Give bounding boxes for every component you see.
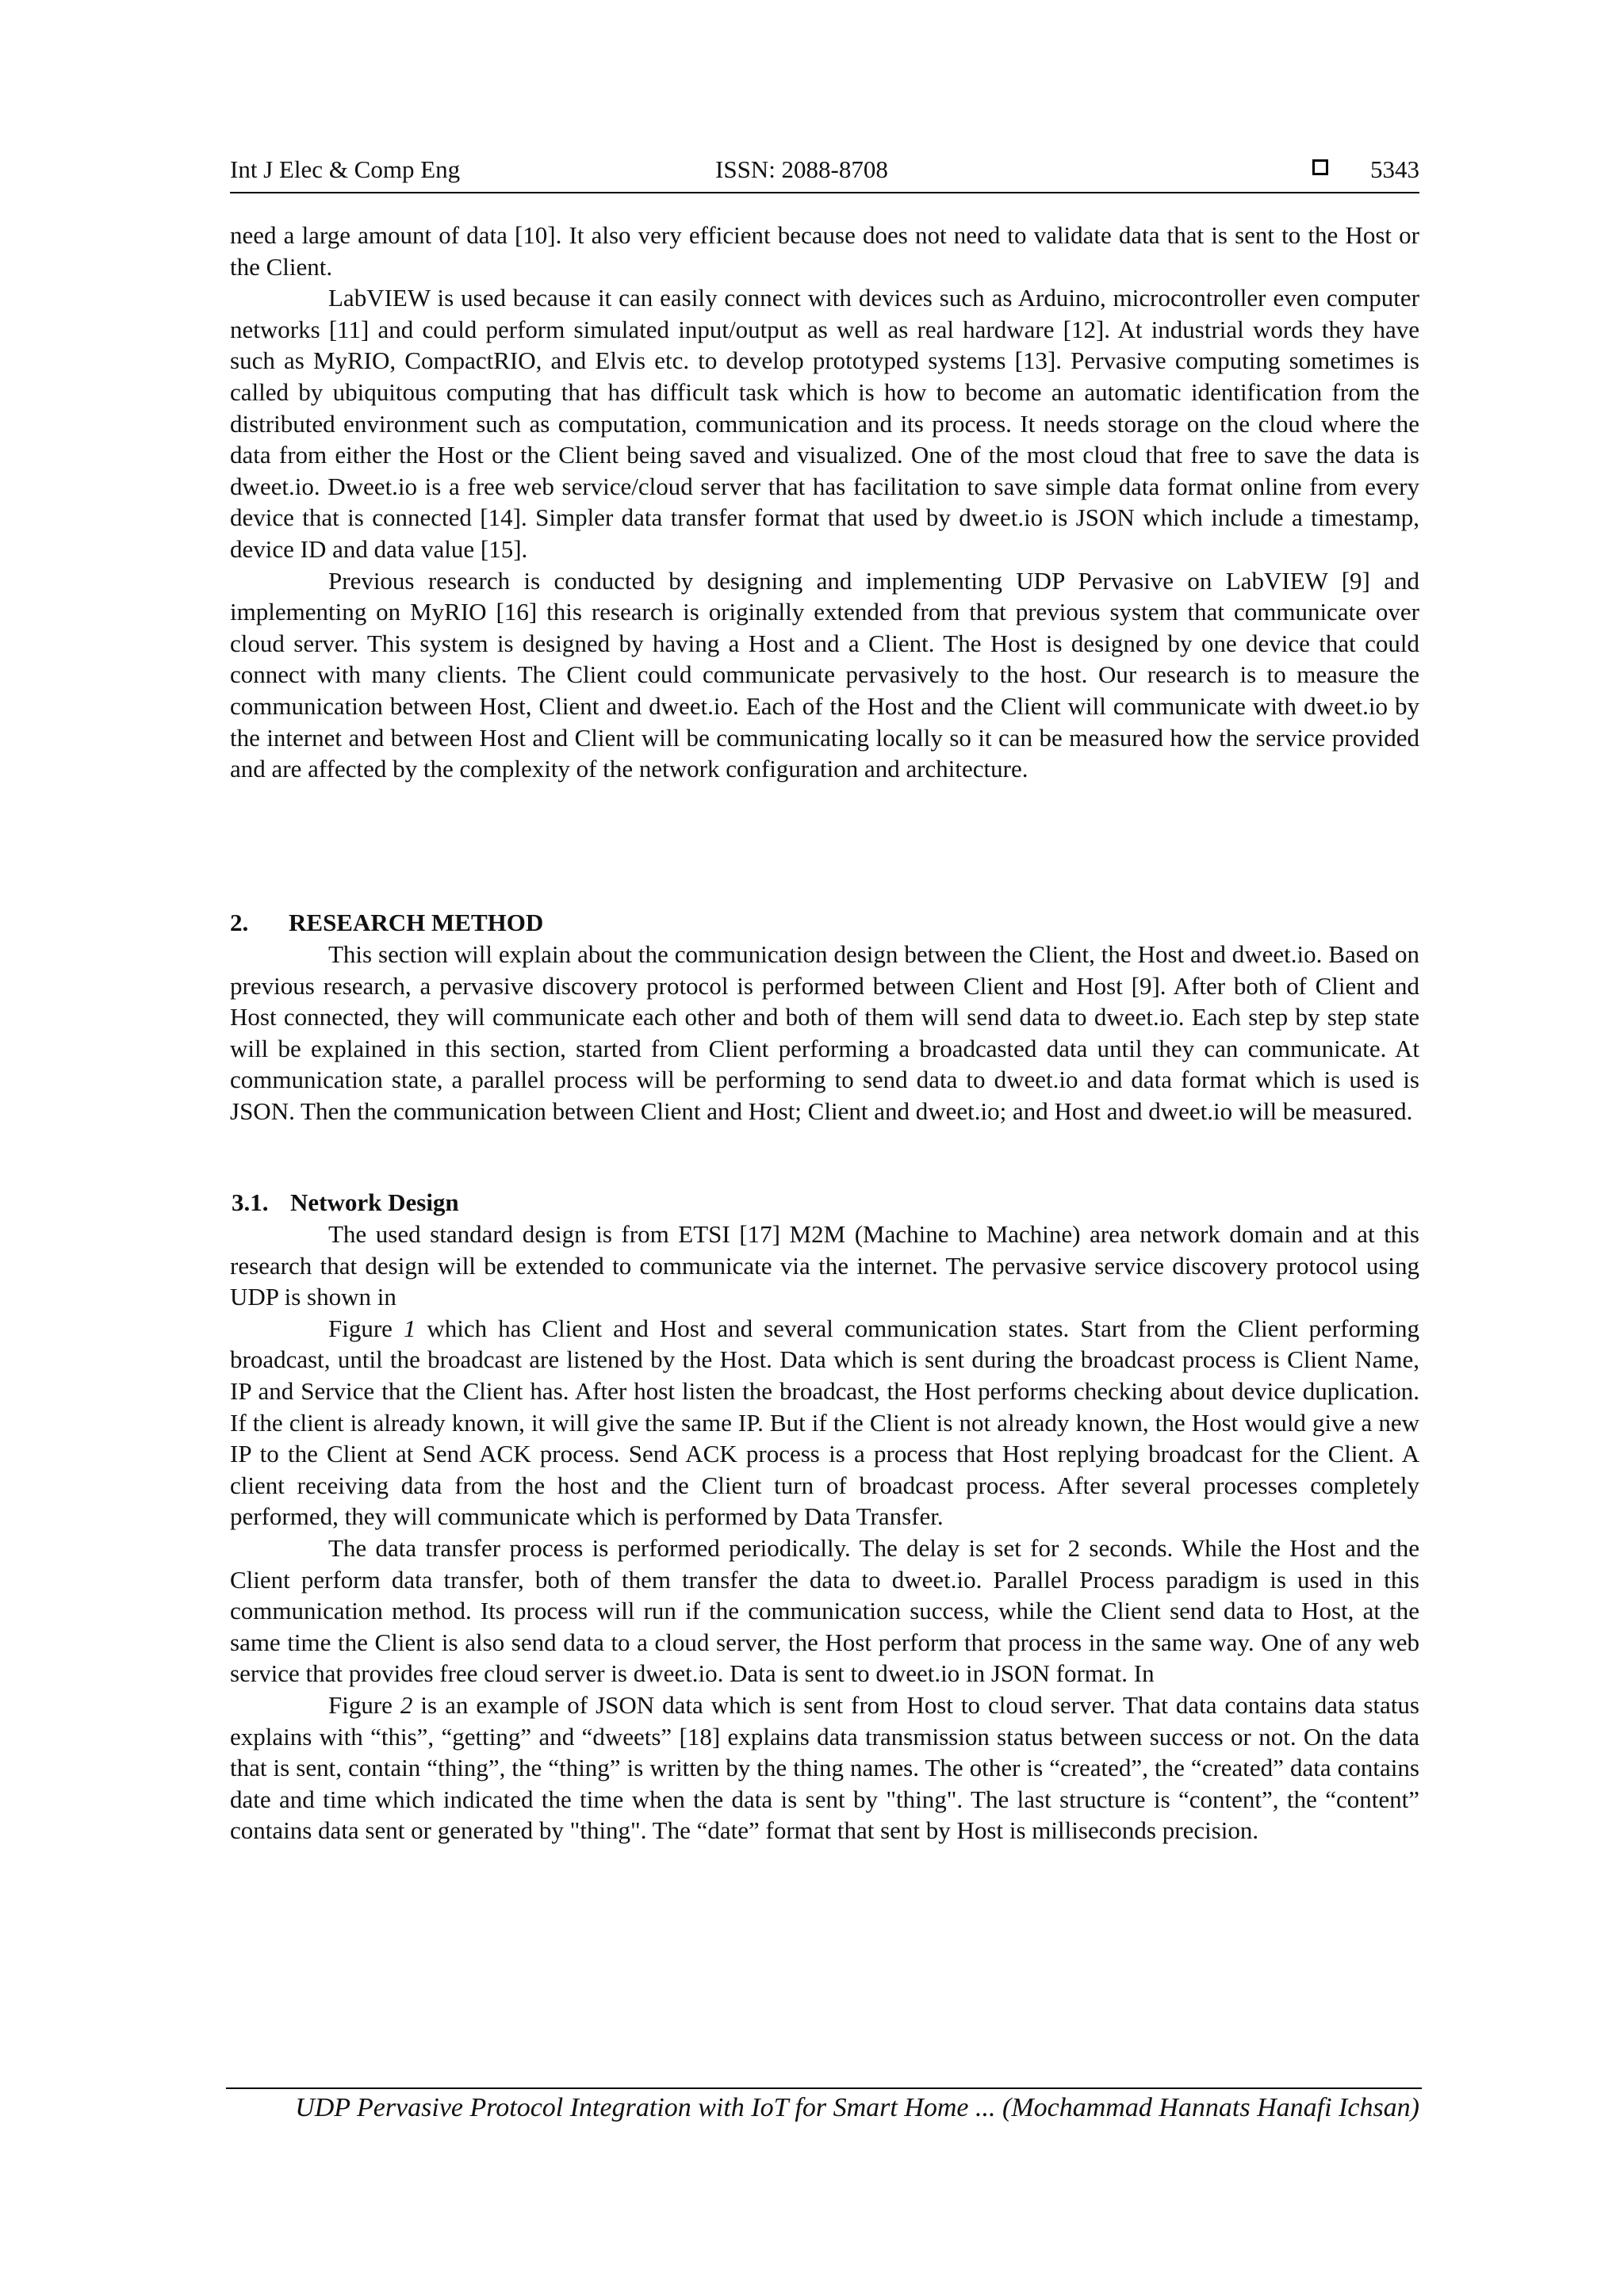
section-3-1-paragraph-4-text: is an example of JSON data which is sent from Host to cloud server. That data contains data status explains with “this”, “getting” and “dweets” [18] explains data transmission status between success or not. On the data that is sent, contain “thing”, the “thing” is written by the thing names. The other is “created”, the “created” data contains date and time which indicated the time when the data is sent by "thing". The last structure is “content”, the “content” contains data sent or generated by "thing". The “date” format that sent by Host is milliseconds precision. [230,1690,1419,1845]
page-number: 5343 [1370,155,1419,183]
running-footer: UDP Pervasive Protocol Integration with IoT for Smart Home ... (Mochammad Hannats Hanafi Ichsan) [295,2093,1419,2122]
issn: ISSN: 2088-8708 [715,155,888,183]
section-3-1-paragraph-1: The used standard design is from ETSI [17] M2M (Machine to Machine) area network domain and at this research that design will be extended to communicate via the internet. The pervasive service discovery protocol using UDP is shown in [230,1220,1419,1311]
intro-section [230,220,1419,785]
section-3-1-paragraph-3: The data transfer process is performed periodically. The delay is set for 2 seconds. While the Host and the Client perform data transfer, both of them transfer the data to dweet.io. Parallel Process paradigm is used in this communication method. Its process will run if the communication success, while the Client send data to Host, at the same time the Client is also send data to a cloud server, the Host perform that process in the same way. One of any web service that provides free cloud server is dweet.io. Data is sent to dweet.io in JSON format. In [230,1533,1419,1688]
figure-2-word: Figure [328,1690,400,1719]
section-2-number: 2. [230,909,249,936]
intro-paragraph-3: Previous research is conducted by designing and implementing UDP Pervasive on LabVIEW [9] and implementing on MyRIO [16] this research is originally extended from that previous system that communicate over cloud server. This system is designed by having a Host and a Client. The Host is designed by one device that could connect with many clients. The Client could communicate pervasively to the host. Our research is to measure the communication between Host, Client and dweet.io. Each of the Host and the Client will communicate with dweet.io by the internet and between Host and Client will be communicating locally so it can be measured how the service provided and are affected by the complexity of the network configuration and architecture. [230,566,1419,783]
section-3-1-paragraph-4 [230,1689,1419,1846]
section-3-1-paragraph-2-text: which has Client and Host and several communication states. Start from the Client performing broadcast, until the broadcast are listened by the Host. Data which is sent during the broadcast process is Client Name, IP and Service that the Client has. After host listen the broadcast, the Host performs checking about device duplication. If the client is already known, it will give the same IP. But if the Client is not already known, the Host would give a new IP to the Client at Send ACK process. Send ACK process is a process that Host replying broadcast for the Client. A client receiving data from the host and the Client turn of broadcast process. After several processes completely performed, they will communicate which is performed by Data Transfer. [230,1314,1420,1531]
square-bullet-icon [1312,159,1328,175]
section-3-1-title: Network Design [290,1188,459,1216]
section-3-1-paragraph-2 [230,1313,1419,1533]
section-3-1-heading [230,1187,1419,1219]
section-3-1-number: 3.1. [232,1188,269,1216]
section-2-body [230,939,1419,1127]
section-2-title: RESEARCH METHOD [289,909,544,936]
running-header [230,155,1419,193]
figure-2-ref[interactable]: 2 [400,1690,413,1719]
section-2-paragraph-1: This section will explain about the communication design between the Client, the Host and dweet.io. Based on previous research, a pervasive discovery protocol is performed between Client and Host [9]. After both of Client and Host connected, they will communicate each other and both of them will send data to dweet.io. Each step by step state will be explained in this section, started from Client performing a broadcasted data until they can communicate. At communication state, a parallel process will be performing to send data to dweet.io and data format which is used is JSON. Then the communication between Client and Host; Client and dweet.io; and Host and dweet.io will be measured. [230,940,1419,1125]
footer-rule [226,2087,1422,2089]
figure-1-word: Figure [328,1314,404,1342]
journal-name: Int J Elec & Comp Eng [230,155,461,183]
intro-paragraph-2: LabVIEW is used because it can easily connect with devices such as Arduino, microcontroller even computer networks [11] and could perform simulated input/output as well as real hardware [12]. At industrial words they have such as MyRIO, CompactRIO, and Elvis etc. to develop prototyped systems [13]. Pervasive computing sometimes is called by ubiquitous computing that has difficult task which is how to become an automatic identification from the distributed environment such as computation, communication and its process. It needs storage on the cloud where the data from either the Host or the Client being saved and visualized. One of the most cloud that free to save the data is dweet.io. Dweet.io is a free web service/cloud server that has facilitation to save simple data format online from every device that is connected [14]. Simpler data transfer format that used by dweet.io is JSON which include a timestamp, device ID and data value [15]. [230,284,1419,563]
figure-1-ref[interactable]: 1 [403,1314,416,1342]
intro-paragraph-1: need a large amount of data [10]. It also very efficient because does not need to validate data that is sent to the Host or the Client. [230,221,1419,281]
section-3-1-body [230,1219,1419,1846]
section-2-heading [230,907,1419,939]
